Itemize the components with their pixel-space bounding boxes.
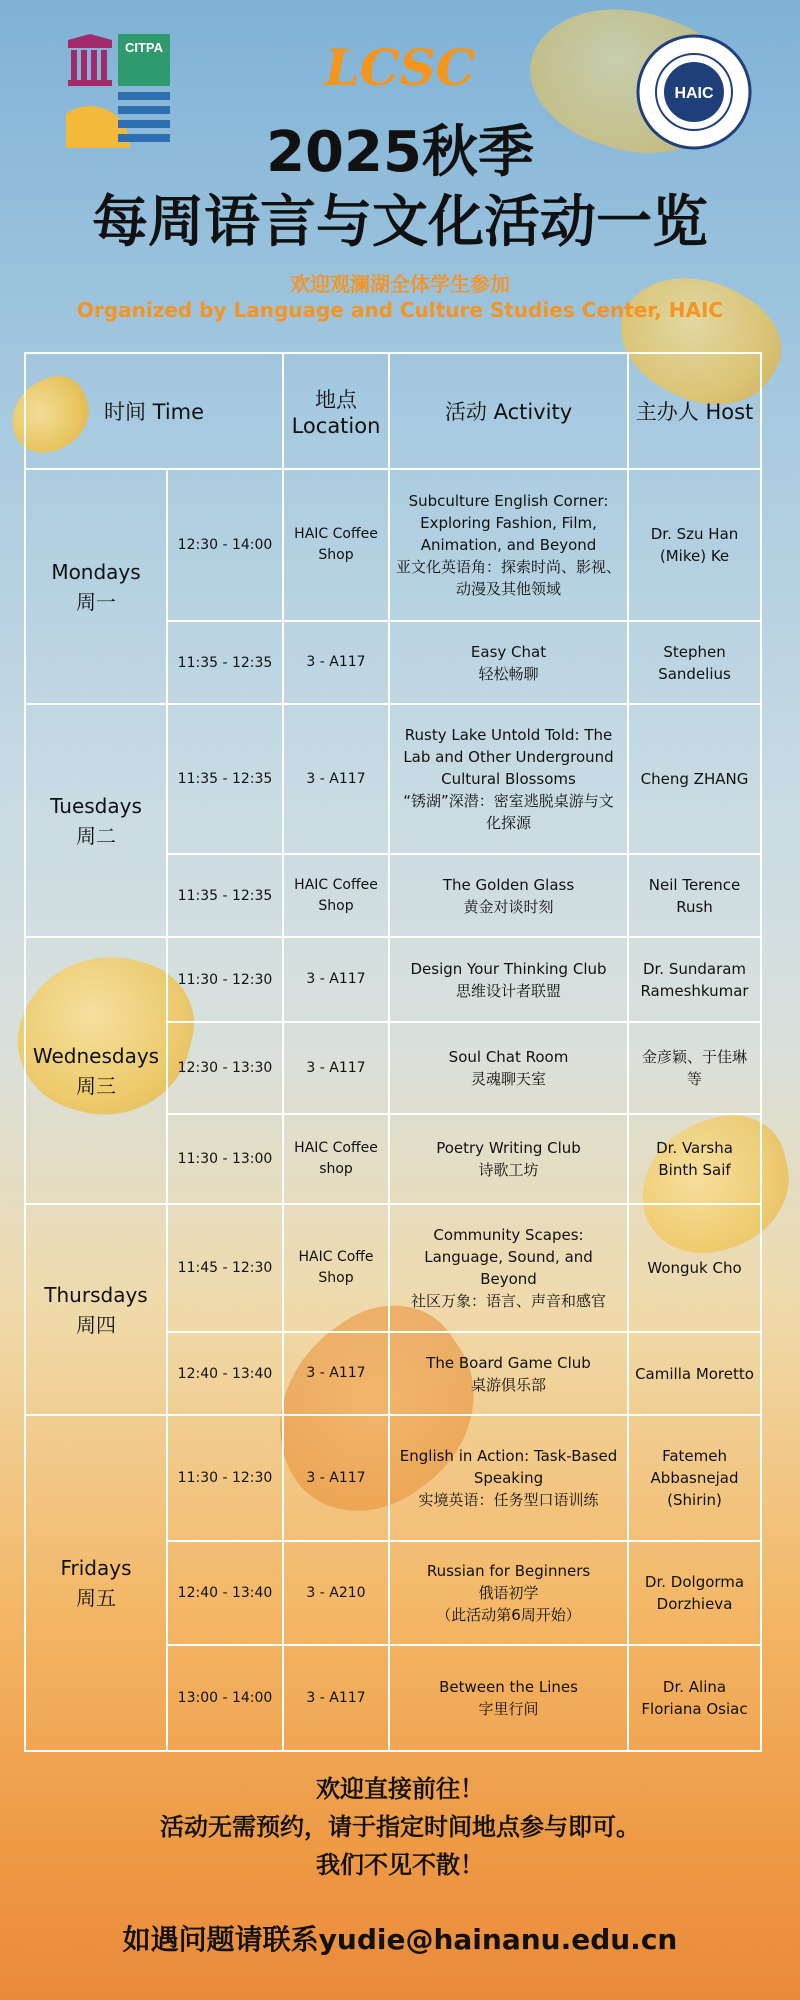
page-title [0,118,800,258]
footer-line-1: 欢迎直接前往！ [316,1775,484,1803]
subtitle-english: Organized by Language and Culture Studies Center, HAIC [76,298,724,322]
activity-cell: Poetry Writing Club 诗歌工坊 [389,1114,628,1204]
activity-cell: Rusty Lake Untold Told: The Lab and Other Underground Cultural Blossoms “锈湖”深潜：密室逃脱桌游与文化探源 [389,704,628,854]
activity-cell: Easy Chat 轻松畅聊 [389,621,628,704]
activity-cell: The Board Game Club 桌游俱乐部 [389,1332,628,1415]
location-cell: 3 - A117 [283,937,389,1022]
title-line-2: 每周语言与文化活动一览 [92,190,708,255]
table-row [25,704,761,854]
host-cell: Cheng ZHANG [628,704,761,854]
time-cell: 12:40 - 13:40 [167,1332,283,1415]
time-cell: 11:30 - 13:00 [167,1114,283,1204]
host-cell: Stephen Sandelius [628,621,761,704]
location-cell: HAIC Coffee Shop [283,854,389,937]
location-cell: 3 - A117 [283,621,389,704]
activity-cell: The Golden Glass 黄金对谈时刻 [389,854,628,937]
activity-cell: Between the Lines 字里行间 [389,1645,628,1751]
title-line-1: 2025秋季 [266,120,534,185]
host-cell: 金彦颖、于佳琳等 [628,1022,761,1114]
host-cell: Dr. Alina Floriana Osiac [628,1645,761,1751]
host-cell: Camilla Moretto [628,1332,761,1415]
time-cell: 11:45 - 12:30 [167,1204,283,1332]
location-cell: HAIC Coffee shop [283,1114,389,1204]
time-cell: 11:35 - 12:35 [167,621,283,704]
host-cell: Dr. Varsha Binth Saif [628,1114,761,1204]
location-cell: 3 - A117 [283,1022,389,1114]
time-cell: 11:30 - 12:30 [167,937,283,1022]
subtitle-chinese: 欢迎观澜湖全体学生参加 [290,272,510,296]
day-cell-monday: Mondays 周一 [25,469,167,704]
footer-line-2: 活动无需预约，请于指定时间地点参与即可。 [160,1813,640,1841]
activity-cell: English in Action: Task-Based Speaking 实境英语：任务型口语训练 [389,1415,628,1541]
activity-cell: Subculture English Corner: Exploring Fashion, Film, Animation, and Beyond 亚文化英语角：探索时尚、影视、动漫及其他领域 [389,469,628,621]
schedule-table [24,352,762,1752]
haic-seal-text: HAIC [674,85,714,102]
time-cell: 13:00 - 14:00 [167,1645,283,1751]
time-cell: 11:30 - 12:30 [167,1415,283,1541]
host-cell: Dr. Szu Han (Mike) Ke [628,469,761,621]
location-cell: HAIC Coffee Shop [283,469,389,621]
table-row [25,469,761,621]
day-cell-wednesday: Wednesdays 周三 [25,937,167,1204]
location-cell: 3 - A117 [283,1415,389,1541]
time-cell: 12:30 - 14:00 [167,469,283,621]
header-location: 地点 Location [283,353,389,469]
activity-cell: Community Scapes: Language, Sound, and Beyond 社区万象：语言、声音和感官 [389,1204,628,1332]
host-cell: Dr. Sundaram Rameshkumar [628,937,761,1022]
contact-info: 如遇问题请联系yudie@hainanu.edu.cn [122,1923,678,1956]
brand-logo-text: LCSC [324,38,476,97]
time-cell: 12:40 - 13:40 [167,1541,283,1645]
host-cell: Fatemeh Abbasnejad (Shirin) [628,1415,761,1541]
day-cell-thursday: Thursdays 周四 [25,1204,167,1415]
location-cell: 3 - A117 [283,1645,389,1751]
footer-line-3: 我们不见不散！ [316,1851,484,1879]
location-cell: 3 - A117 [283,1332,389,1415]
location-cell: 3 - A117 [283,704,389,854]
header-host: 主办人 Host [628,353,761,469]
table-header-row [25,353,761,469]
host-cell: Wonguk Cho [628,1204,761,1332]
activity-cell: Design Your Thinking Club 思维设计者联盟 [389,937,628,1022]
location-cell: HAIC Coffe Shop [283,1204,389,1332]
host-cell: Neil Terence Rush [628,854,761,937]
day-cell-tuesday: Tuesdays 周二 [25,704,167,937]
host-cell: Dr. Dolgorma Dorzhieva [628,1541,761,1645]
day-cell-friday: Fridays 周五 [25,1415,167,1751]
footer-notice [0,1770,800,1884]
header-time: 时间 Time [25,353,283,469]
location-cell: 3 - A210 [283,1541,389,1645]
activity-cell: Russian for Beginners 俄语初学 （此活动第6周开始） [389,1541,628,1645]
time-cell: 12:30 - 13:30 [167,1022,283,1114]
time-cell: 11:35 - 12:35 [167,854,283,937]
citpa-logo-text: CITPA [124,40,164,55]
header-activity: 活动 Activity [389,353,628,469]
table-row [25,937,761,1022]
table-row [25,1204,761,1332]
table-row [25,1415,761,1541]
activity-cell: Soul Chat Room 灵魂聊天室 [389,1022,628,1114]
time-cell: 11:35 - 12:35 [167,704,283,854]
